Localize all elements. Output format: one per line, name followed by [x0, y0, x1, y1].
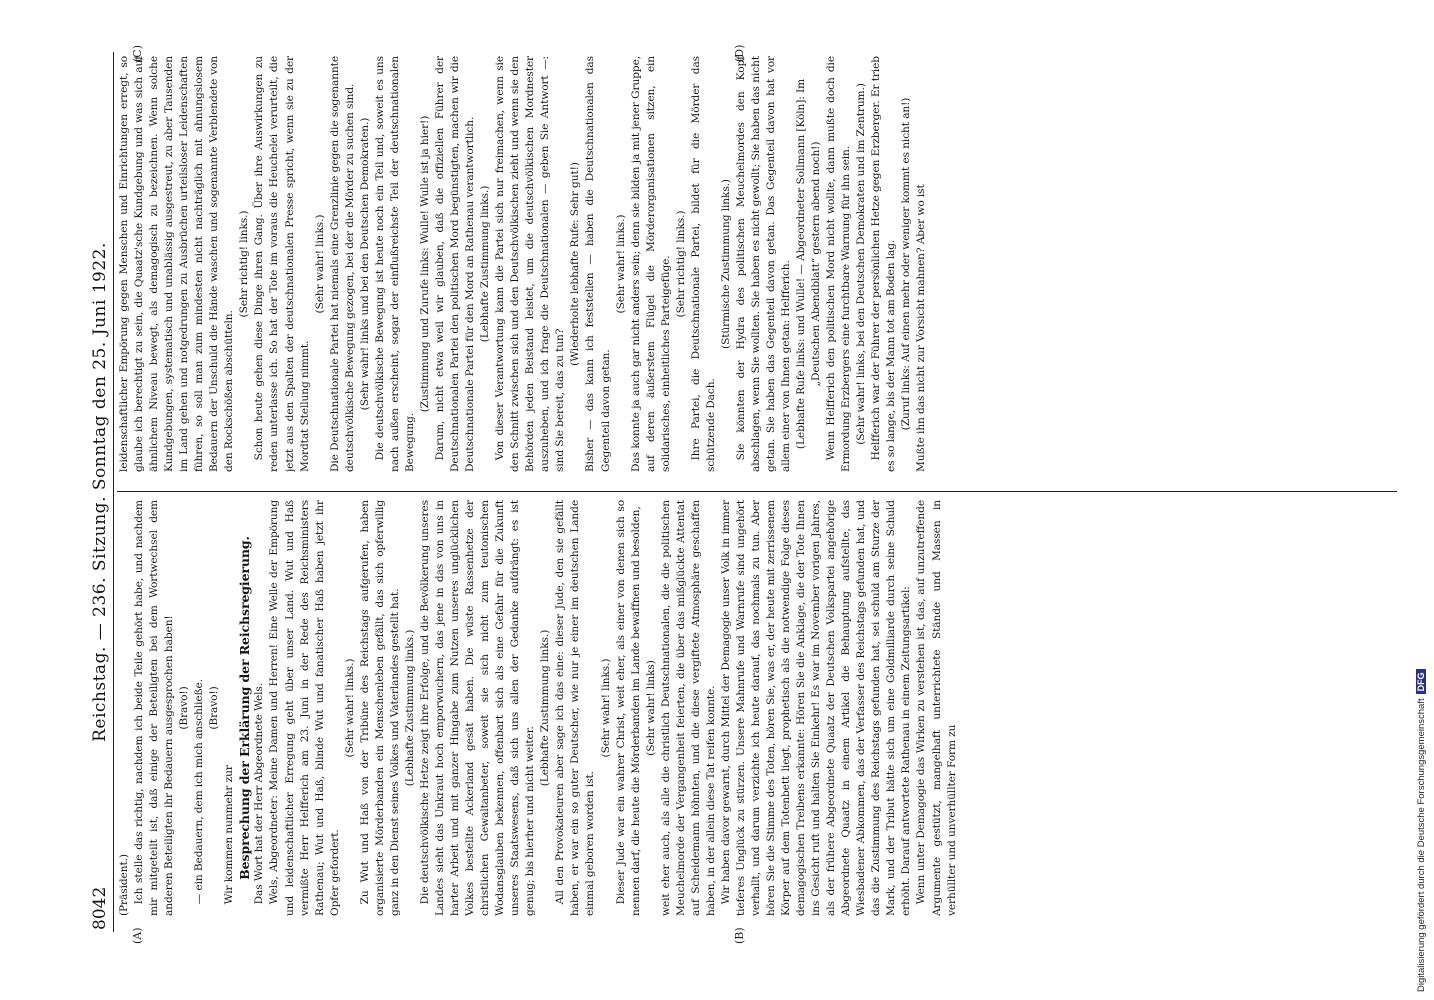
- paragraph: Sie könnten der Hydra des politischen Meuchelmordes den Kopf abschlagen, wenn Sie wollten. Sie haben es nicht gewollt; Sie haben das nicht getan. Sie haben das Gegenteil davon getan. Das Gegenteil davon hat vor allem einer von Ihnen getan: Helfferich.: [734, 56, 793, 472]
- paragraph: Das Wort hat der Herr Abgeordnete Wels.: [253, 682, 266, 905]
- interjection: (Sehr richtig! links.): [674, 210, 687, 318]
- interjection: (Sehr wahr! links.): [343, 658, 356, 758]
- interjection: (Bravo!): [208, 686, 221, 730]
- paragraph: Die deutschvölkische Bewegung ist heute noch ein Teil und, soweit es uns nach außen erscheint, sogar der einflußreichste Teil der deutschnationalen Bewegung.: [373, 56, 416, 472]
- interjection: (Sehr wahr! links.): [599, 658, 612, 758]
- paragraph: All den Provokateuren aber sage ich das eine: dieser Jude, den sie gefällt haben, er war ein so guter Deutscher, wie nur je einer im deutschen Lande einmal geboren worden ist.: [554, 500, 597, 916]
- interjection: (Sehr wahr! links.): [614, 214, 627, 314]
- interjection: (Sehr wahr! links): [644, 660, 657, 756]
- paragraph: Wir haben davor gewarnt, durch Mittel der Demagogie unser Volk in immer tieferes Unglück zu stürzen. Unsere Mahnrufe und Warnrufe sind ungehört verhallt, und darum verzichte ich heute darauf, das nochmals zu tun. Aber hören Sie die Stimme des Toten, hören Sie, was er, der heute mit zerrissenem Körper auf dem Totenbett liegt, prophetisch als die notwendige Folge dieses demagogischen Treibens erkannte: Hören Sie die Anklage, die der Tote Ihnen ins Gesicht ruft und halten Sie Einkehr! Es war im November vorigen Jahres, als der frühere Abgeordnete Quaatz der Deutschen Volkspartei angehörige Abgeordnete Quaatz in einem Artikel die Behauptung aufstellte, das Wiesbadener Abkommen, das der Verfasser des Reichstags gefunden hat, und das die Zustimmung des Reichstags gefunden hat, sei schuld am Sturze der Mark, und der Tribut hätte sich um eine Goldmilliarde durch seine Schuld erhöht. Darauf antwortete Rathenau in einem Zeitungsartikel:: [719, 500, 913, 916]
- paragraph: Mußte ihn das nicht zur Vorsicht mahnen? Aber wo ist: [915, 184, 928, 472]
- interjection: (Zustimmung und Zurufe links: Wulle! Wulle ist ja hier!): [418, 115, 431, 413]
- interjection: (Lebhafte Zustimmung links.): [479, 185, 492, 343]
- paragraph: Schon heute gehen diese Dinge ihren Gang. Über ihre Auswirkungen zu reden unterlasse ich. So hat der Tote im voraus die Heuchelei verurteilt, die jetzt aus den Spalten der deutschnationalen Presse spricht, wenn sie zu der Mordtat Stellung nimmt.: [253, 56, 311, 472]
- section-heading: Besprechung der Erklärung der Reichsregierung.: [237, 536, 253, 880]
- interjection: (Sehr wahr! links, bei den Deutschen Demokraten und im Zentrum.): [855, 83, 868, 445]
- paragraph: Darum, nicht etwa weil wir glauben, daß die offiziellen Führer der Deutschnationalen Partei den politischen Mord begünstigten, machen wir die Deutschnationale Partei für den Mord an Rathenau verantwortlich.: [433, 56, 477, 472]
- interjection: (Lebhafte Zustimmung links.): [403, 629, 416, 787]
- paragraph: Wenn Helfferich den politischen Mord nicht wollte, dann mußte doch die Ermordung Erzbergers eine furchtbare Warnung für ihn sein.: [825, 56, 853, 472]
- paragraph: Das konnte ja auch gar nicht anders sein; denn sie bilden ja mit jener Gruppe, auf deren äußerstem Flügel die Mörderorganisationen sitzen, ein solidarisches, einheitliches Parteigefüge.: [629, 56, 672, 472]
- interjection: (Sehr richtig! links.): [238, 210, 251, 318]
- margin-mark-d: (D): [733, 44, 746, 62]
- interjection: (Sehr wahr! links und bei den Deutschen Demokraten.): [358, 117, 371, 411]
- interjection: (Bravo!): [178, 686, 191, 730]
- paragraph: Wels, Abgeordneter: Meine Damen und Herren! Eine Welle der Empörung und leidenschaftlicher Erregung geht über unser Land. Wut und Haß vermißte Herr Helfferich am 23. Juni in der Rede des Reichsministers Rathenau; Wut und Haß, blinde Wut und fanatischer Haß haben jetzt ihr Opfer gefordert.: [268, 500, 341, 916]
- page-number: 8042: [90, 886, 110, 930]
- margin-mark-c: (C): [131, 45, 144, 62]
- paragraph: Ich stelle das richtig, nachdem ich beide Teile gehört habe, und nachdem mir mitgeteilt ist, daß einige der Beteiligten bei dem Wortwechsel dem anderen Beteiligten ihr Bedauern ausgesprochen haben!: [133, 500, 176, 916]
- paragraph: Helfferich war der Führer der persönlichen Hetze gegen Erzberger. Er trieb es so lange, bis der Mann tot am Boden lag.: [870, 56, 898, 472]
- interjection: (Lebhafte Rufe links: und Wulle! — Abgeordneter Sollmann [Köln]: Im „Deutschen Abendblatt“ gestern abend noch!): [795, 78, 823, 450]
- paragraph: (Präsident.): [118, 854, 130, 916]
- paragraph: Wenn unter Demagogie das Wirken zu verstehen ist, das, auf unzutreffende Argumente gestützt, mangelhaft unterrichtete Stände und Massen in verhüllter und unverhüllter Form zu: [915, 500, 958, 916]
- interjection: (Stürmische Zustimmung links.): [719, 179, 732, 349]
- paragraph: Die deutschvölkische Hetze zeigt ihre Erfolge, und die Bevölkerung unseres Landes sieht das Unkraut hoch emporwuchern, das jene in das von uns in harter Arbeit und mit ganzer Hingabe zum Nutzen unseres unglücklichen Volkes bestellte Ackerland gesät haben. Die wüste Rassenhetze der christlichen Gewaltanbeter, soweit sie sich nicht zum teutonischen Wodansglauben bekennen, offenbart sich als eine Gefahr für die Zukunft unseres Staatswesens, daß sich uns allen der Gedanke aufdrängt: es ist genug; bis hierher und nicht weiter.: [418, 500, 537, 916]
- interjection: (Sehr wahr! links.): [313, 214, 326, 314]
- dfg-logo: DFG: [1416, 669, 1426, 694]
- paragraph: Von dieser Verantwortung kann die Partei sich nur freimachen, wenn sie den Schnitt zwischen sich und den Deutschvölkischen zieht und wenn sie den Behörden jeden Beistand leistet, um die deutschvölkischen Mordnester auszuheben, und ich frage die Deutschnationalen — geben Sie Antwort —: sind Sie bereit, das zu tun?: [494, 56, 567, 472]
- page-title: Reichstag. — 236. Sitzung. Sonntag den 25. Juni 1922.: [90, 242, 110, 742]
- interjection: (Wiederholte lebhafte Rufe: Sehr gut!): [569, 162, 582, 366]
- paragraph: Bisher — das kann ich feststellen — haben die Deutschnationalen das Gegenteil davon getan.: [584, 56, 612, 472]
- document-page: [87, 44, 1417, 944]
- left-column: [117, 500, 960, 916]
- digitization-text: Digitalisierung gefördert durch die Deutsche Forschungsgemeinschaft: [1416, 698, 1427, 992]
- margin-mark-a: (A): [131, 927, 144, 944]
- paragraph: weit eher auch, als alle die christlich Deutschnationalen, die die politischen Meuchelmorde der Vergangenheit feierten, die über das mißglückte Attentat auf Scheidemann höhnten, und die diese vergiftete Atmosphäre geschaffen haben, in der allein diese Tat reifen konnte.: [659, 500, 717, 916]
- paragraph: Die Deutschnationale Partei hat niemals eine Grenzlinie gegen die sogenannte deutschvölkische Bewegung gezogen, bei der die Mörder zu suchen sind.: [328, 56, 356, 472]
- interjection: (Lebhafte Zustimmung links.): [539, 629, 552, 787]
- digitization-note: [1416, 669, 1427, 992]
- right-column: [117, 56, 930, 472]
- paragraph: Dieser Jude war ein wahrer Christ, weit eher, als einer von denen sich so nennen darf, die heute die Mörderbanden im Lande bewaffnen und besolden,: [614, 500, 642, 916]
- paragraph: Ihre Partei, die Deutschnationale Partei, bildet für die Mörder das schützende Dach.: [689, 56, 717, 472]
- paragraph: leidenschaftlicher Empörung gegen Menschen und Einrichtungen erregt, so glaube ich berechtigt zu sein, die Quaatz'sche Kundgebung und was sich auf ähnlichem Niveau bewegt, als demagogisch zu bezeichnen. Wenn solche Kundgebungen, systematisch und unablässig ausgestreut, zu aber Tausenden im Land gehen und notgedrungen zu Ausbrüchen urteilsloser Leidenschaften führen, so soll man zum mindesten nicht nachträglich mit ahnungslosem Bedauern der Unschuld die Hände waschen und sogenannte Verblendete von den Rockschößen abschütteln.: [118, 56, 236, 472]
- paragraph: — ein Bedauern, dem ich mich anschließe.: [193, 679, 206, 905]
- paragraph: Wir kommen nunmehr zur: [223, 765, 236, 905]
- paragraph: Zu Wut und Haß von der Tribüne des Reichstags aufgerufen, haben organisierte Mörderbanden ein Menschenleben gefällt, das sich opferwillig ganz in den Dienst seines Volkes und Vaterlandes gestellt hat.: [358, 500, 401, 916]
- interjection: (Zuruf links: Auf einen mehr oder weniger kommt es nicht an!): [900, 97, 913, 431]
- column-divider: [117, 491, 1397, 492]
- margin-mark-b: (B): [733, 927, 746, 944]
- page-header: [87, 52, 114, 932]
